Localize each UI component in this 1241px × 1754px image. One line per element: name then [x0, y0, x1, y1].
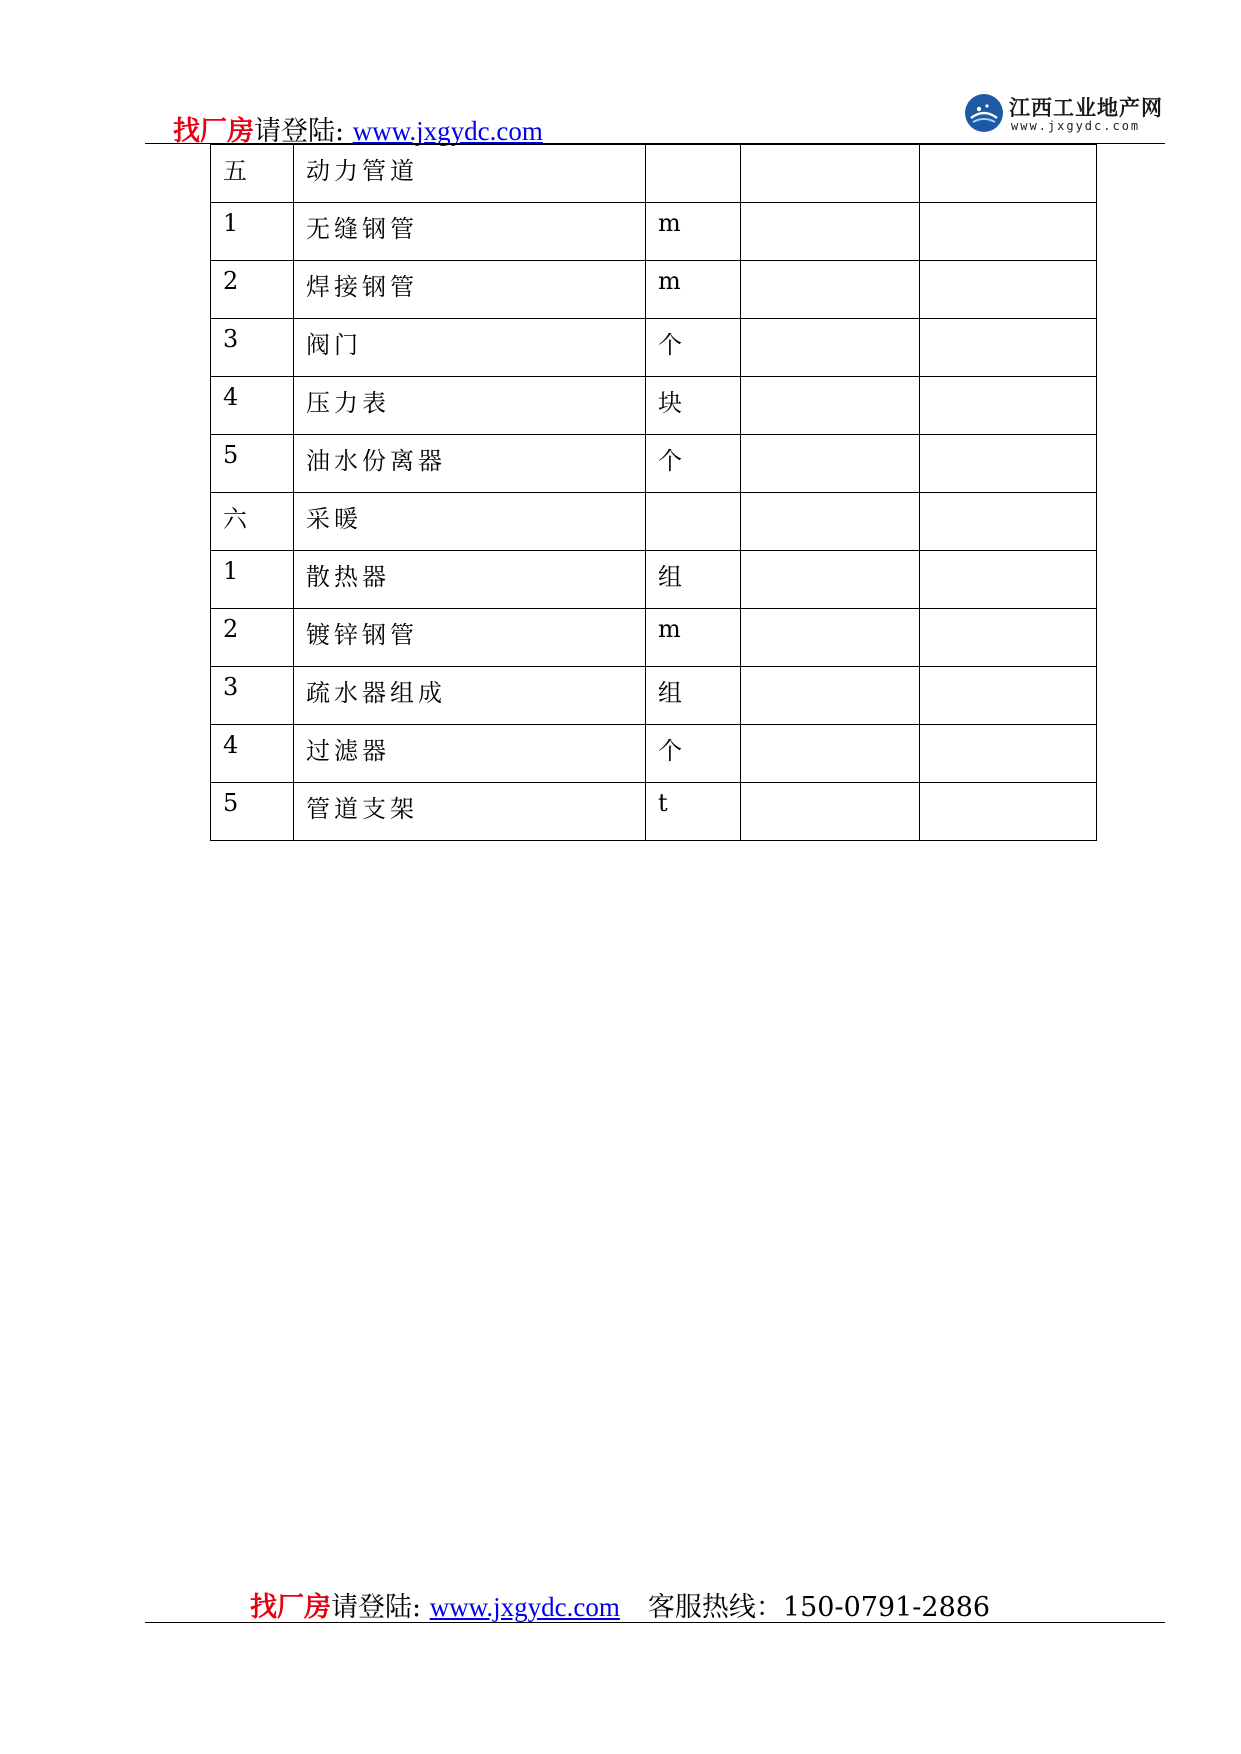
empty-cell-remark [920, 435, 1097, 493]
item-name-cell [294, 551, 646, 609]
item-name-cell [294, 261, 646, 319]
table-row [211, 319, 1097, 377]
item-name-cell [294, 783, 646, 841]
row-number-cell [211, 551, 294, 609]
item-unit-cell [646, 551, 741, 609]
table-row [211, 203, 1097, 261]
item-name: 无缝钢管 [306, 215, 418, 243]
empty-cell-quantity [741, 667, 920, 725]
empty-cell-remark [920, 783, 1097, 841]
item-unit-cell [646, 261, 741, 319]
empty-cell-quantity [741, 145, 920, 203]
table-row [211, 435, 1097, 493]
footer-brand: 找厂房 [250, 1592, 331, 1623]
table-row [211, 493, 1097, 551]
table-row [211, 551, 1097, 609]
item-name: 散热器 [306, 563, 390, 591]
empty-cell-quantity [741, 203, 920, 261]
empty-cell-quantity [741, 783, 920, 841]
item-unit: 个 [658, 447, 686, 475]
item-unit-cell [646, 725, 741, 783]
item-name-cell [294, 435, 646, 493]
table-row [211, 261, 1097, 319]
table-row [211, 783, 1097, 841]
empty-cell-remark [920, 203, 1097, 261]
row-number-cell [211, 377, 294, 435]
footer-text [250, 1585, 990, 1624]
row-number: 3 [223, 673, 243, 701]
header-prompt: 请登陆: [254, 116, 353, 147]
table-row [211, 725, 1097, 783]
item-name-cell [294, 203, 646, 261]
empty-cell-quantity [741, 493, 920, 551]
row-number: 1 [223, 209, 243, 237]
row-number-cell [211, 203, 294, 261]
row-number: 5 [223, 789, 243, 817]
item-name: 阀门 [306, 331, 362, 359]
item-unit-cell [646, 783, 741, 841]
row-number-cell [211, 435, 294, 493]
empty-cell-remark [920, 551, 1097, 609]
empty-cell-quantity [741, 319, 920, 377]
row-number: 1 [223, 557, 243, 585]
empty-cell-quantity [741, 725, 920, 783]
footer-hotline: 客服热线：150-0791-2886 [647, 1592, 991, 1623]
item-name: 镀锌钢管 [306, 621, 418, 649]
empty-cell-remark [920, 667, 1097, 725]
item-name-cell [294, 319, 646, 377]
empty-cell-quantity [741, 261, 920, 319]
table-row [211, 609, 1097, 667]
empty-cell-remark [920, 377, 1097, 435]
row-number: 5 [223, 441, 243, 469]
row-number: 2 [223, 267, 243, 295]
item-unit-cell [646, 145, 741, 203]
empty-cell-quantity [741, 435, 920, 493]
item-unit-cell [646, 319, 741, 377]
item-unit: 组 [658, 679, 686, 707]
item-unit: 个 [658, 331, 686, 359]
empty-cell-remark [920, 319, 1097, 377]
page-footer [145, 1585, 1165, 1625]
empty-cell-quantity [741, 609, 920, 667]
row-number-cell [211, 725, 294, 783]
item-name: 疏水器组成 [306, 679, 446, 707]
empty-cell-remark [920, 145, 1097, 203]
logo-url: www.jxgydc.com [1011, 119, 1141, 133]
footer-divider [145, 1622, 1165, 1623]
row-number: 2 [223, 615, 243, 643]
item-unit-cell [646, 203, 741, 261]
empty-cell-quantity [741, 551, 920, 609]
item-unit [646, 493, 740, 499]
item-unit-cell [646, 609, 741, 667]
item-name-cell [294, 609, 646, 667]
item-name: 过滤器 [306, 737, 390, 765]
empty-cell-remark [920, 609, 1097, 667]
empty-cell-quantity [741, 377, 920, 435]
row-number-cell [211, 145, 294, 203]
header-brand: 找厂房 [173, 116, 254, 147]
item-unit: 个 [658, 737, 686, 765]
footer-prompt: 请登陆: [331, 1592, 430, 1623]
table-row [211, 377, 1097, 435]
table-row [211, 145, 1097, 203]
row-number-cell [211, 609, 294, 667]
item-unit-cell [646, 667, 741, 725]
logo-title: 江西工业地产网 [1009, 96, 1163, 120]
empty-cell-remark [920, 261, 1097, 319]
item-name: 压力表 [306, 389, 390, 417]
logo-emblem-icon [965, 94, 1003, 132]
table-row [211, 667, 1097, 725]
item-name-cell [294, 725, 646, 783]
item-name: 采暖 [306, 505, 362, 533]
row-number: 4 [223, 383, 243, 411]
item-name-cell [294, 377, 646, 435]
item-unit: m [658, 615, 685, 643]
item-unit-cell [646, 435, 741, 493]
item-name: 管道支架 [306, 795, 418, 823]
item-name: 焊接钢管 [306, 273, 418, 301]
row-number: 五 [223, 157, 251, 185]
item-unit-cell [646, 377, 741, 435]
empty-cell-remark [920, 725, 1097, 783]
row-number: 4 [223, 731, 243, 759]
row-number-cell [211, 493, 294, 551]
item-name-cell [294, 145, 646, 203]
item-unit [646, 145, 740, 151]
item-name-cell [294, 667, 646, 725]
item-unit: m [658, 209, 685, 237]
item-name-cell [294, 493, 646, 551]
page-header [145, 82, 1165, 147]
item-unit-cell [646, 493, 741, 551]
header-url-link[interactable]: www.jxgydc.com [352, 116, 543, 146]
item-name: 油水份离器 [306, 447, 446, 475]
row-number-cell [211, 783, 294, 841]
row-number-cell [211, 261, 294, 319]
row-number-cell [211, 667, 294, 725]
item-name: 动力管道 [306, 157, 418, 185]
empty-cell-remark [920, 493, 1097, 551]
item-unit: t [658, 789, 672, 817]
row-number: 3 [223, 325, 243, 353]
footer-url-link[interactable]: www.jxgydc.com [429, 1592, 620, 1622]
row-number-cell [211, 319, 294, 377]
item-unit: 块 [658, 389, 686, 417]
row-number: 六 [223, 505, 251, 533]
item-unit: 组 [658, 563, 686, 591]
site-logo[interactable] [965, 88, 1165, 138]
item-unit: m [658, 267, 685, 295]
items-table-body [211, 145, 1097, 841]
items-table [210, 144, 1097, 841]
